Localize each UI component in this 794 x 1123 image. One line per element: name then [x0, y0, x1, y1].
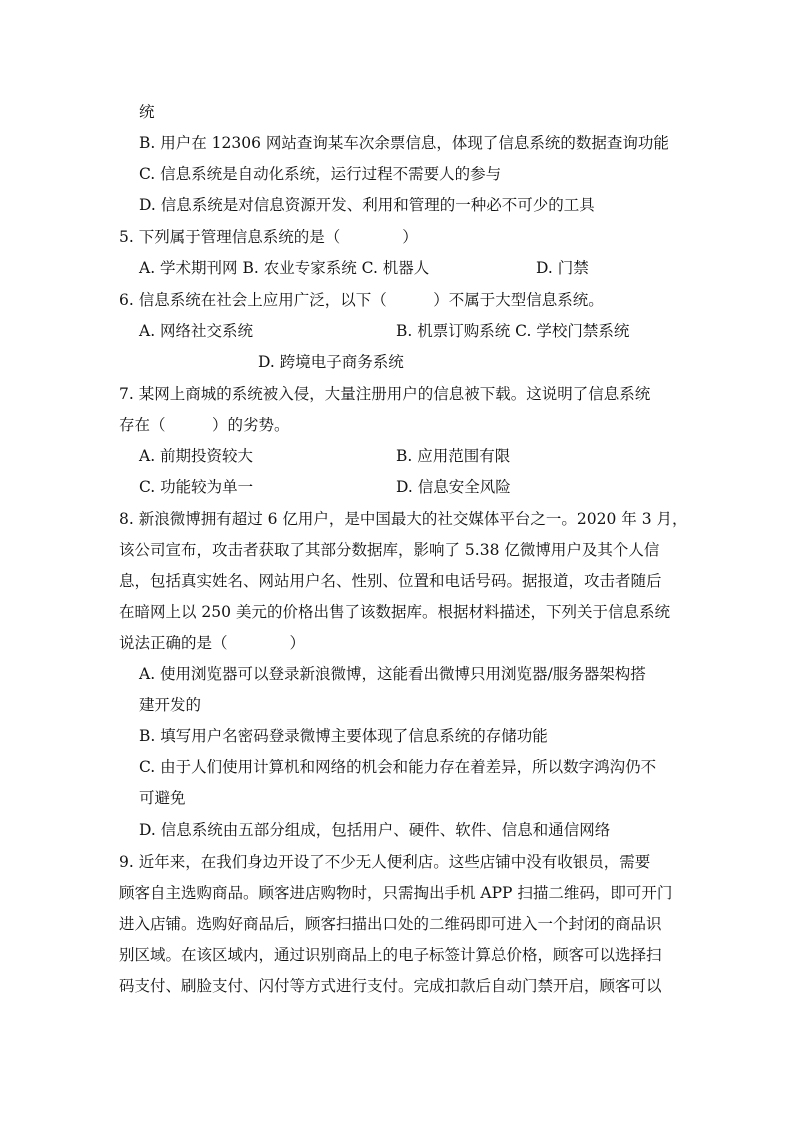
- question-7-cont: 存在（ ）的劣势。: [119, 416, 290, 434]
- question-9-cont: 别区域。在该区域内，通过识别商品上的电子标签计算总价格，顾客可以选择扫: [119, 946, 662, 964]
- question-9-cont: 码支付、刷脸支付、闪付等方式进行支付。完成扣款后自动门禁开启，顾客可以: [119, 977, 662, 995]
- question-9: 9. 近年来，在我们身边开设了不少无人便利店。这些店铺中没有收银员，需要: [119, 853, 651, 871]
- option-abc: A. 学术期刊网 B. 农业专家系统 C. 机器人: [139, 259, 430, 277]
- option-d: D. 跨境电子商务系统: [258, 353, 404, 371]
- question-6: 6. 信息系统在社会上应用广泛，以下（ ）不属于大型信息系统。: [119, 291, 604, 309]
- question-7: 7. 某网上商城的系统被入侵，大量注册用户的信息被下载。这说明了信息系统: [119, 385, 651, 403]
- option-a-cont: 建开发的: [139, 696, 202, 714]
- option-bc: B. 机票订购系统 C. 学校门禁系统: [396, 322, 630, 340]
- question-8: 8. 新浪微博拥有超过 6 亿用户，是中国最大的社交媒体平台之一。2020 年 3 月，: [119, 510, 688, 528]
- option-c: C. 信息系统是自动化系统，运行过程不需要人的参与: [139, 165, 502, 183]
- option-d: D. 门禁: [536, 259, 589, 277]
- question-8-cont: 息，包括真实姓名、网站用户名、性别、位置和电话号码。据报道，攻击者随后: [119, 572, 662, 590]
- option-d: D. 信息系统是对信息资源开发、利用和管理的一种必不可少的工具: [139, 196, 595, 214]
- question-5: 5. 下列属于管理信息系统的是（ ）: [119, 228, 418, 246]
- option-c: C. 功能较为单一: [139, 478, 254, 496]
- option-c: C. 由于人们使用计算机和网络的机会和能力存在着差异，所以数字鸿沟仍不: [139, 758, 657, 776]
- option-a: A. 使用浏览器可以登录新浪微博，这能看出微博只用浏览器/服务器架构搭: [139, 665, 646, 683]
- text-line: 统: [139, 103, 155, 121]
- option-c-cont: 可避免: [139, 789, 186, 807]
- option-b: B. 用户在 12306 网站查询某车次余票信息，体现了信息系统的数据查询功能: [139, 134, 669, 152]
- option-a: A. 网络社交系统: [139, 322, 254, 340]
- option-d: D. 信息系统由五部分组成，包括用户、硬件、软件、信息和通信网络: [139, 821, 611, 839]
- question-8-cont: 在暗网上以 250 美元的价格出售了该数据库。根据材料描述，下列关于信息系统: [119, 603, 670, 621]
- option-a: A. 前期投资较大: [139, 447, 254, 465]
- option-b: B. 填写用户名密码登录微博主要体现了信息系统的存储功能: [139, 727, 548, 745]
- question-9-cont: 顾客自主选购商品。顾客进店购物时，只需掏出手机 APP 扫描二维码，即可开门: [119, 884, 673, 902]
- option-d: D. 信息安全风险: [396, 478, 511, 496]
- option-b: B. 应用范围有限: [396, 447, 511, 465]
- question-9-cont: 进入店铺。选购好商品后，顾客扫描出口处的二维码即可进入一个封闭的商品识: [119, 915, 662, 933]
- question-8-cont: 该公司宣布，攻击者获取了其部分数据库，影响了 5.38 亿微博用户及其个人信: [119, 541, 660, 559]
- question-8-cont: 说法正确的是（ ）: [119, 634, 306, 652]
